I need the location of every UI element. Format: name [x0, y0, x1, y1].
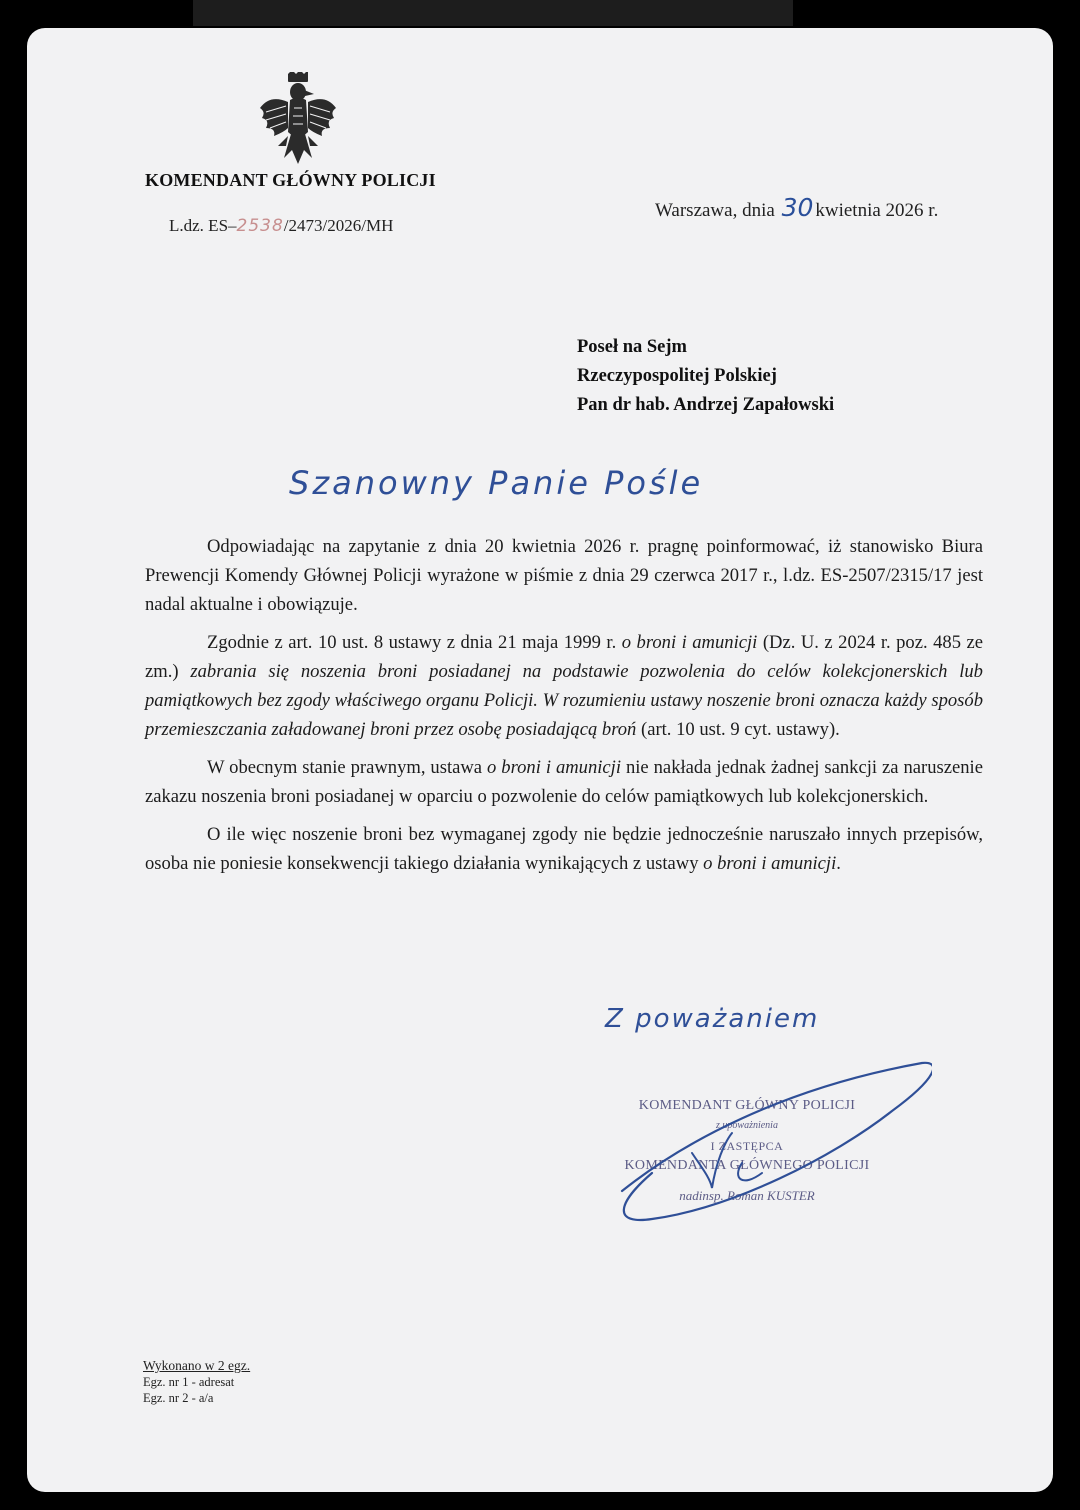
- copies-line: Egz. nr 2 - a/a: [143, 1391, 214, 1405]
- body-paragraph: Odpowiadając na zapytanie z dnia 20 kwietnia 2026 r. pragnę poinformować, iż stanowisko Biura Prewencji Komendy Głównej Policji wyrażone w piśmie z dnia 29 czerwca 2017 r., l.dz. ES-2507/2315/17 jest nadal aktualne i obowiązuje.: [145, 536, 983, 615]
- reference-handwritten: 2538: [236, 216, 284, 236]
- closing-handwritten: Z poważaniem: [605, 1004, 820, 1034]
- stamp-line: z upoważnienia: [716, 1120, 778, 1131]
- copies-line: Egz. nr 1 - adresat: [143, 1375, 235, 1389]
- top-bar: [193, 0, 793, 26]
- recipient-line: Poseł na Sejm: [577, 337, 687, 357]
- body-italic-span: o broni i amunicji: [703, 853, 837, 874]
- date-prefix: Warszawa, dnia: [655, 200, 775, 221]
- body-paragraph: [145, 753, 983, 811]
- body-text-span: (Dz. U. z 2024 r. poz. 485 ze zm.): [145, 632, 983, 682]
- polish-eagle-emblem-icon: [258, 72, 338, 170]
- salutation-handwritten: Szanowny Panie Pośle: [289, 464, 704, 502]
- signature-icon: [592, 993, 932, 1228]
- stamp-line: nadinsp. Roman KUSTER: [679, 1188, 815, 1203]
- reference-prefix: L.dz. ES–: [169, 216, 237, 235]
- body-italic-span: o broni i amunicji: [621, 632, 758, 653]
- body-text-span: nie nakłada jednak żadnej sankcji za naruszenie zakazu noszenia broni posiadanej w oparciu o pozwolenie do celów pamiątkowych lub kolekcjonerskich.: [145, 757, 983, 807]
- date-suffix: kwietnia 2026 r.: [815, 200, 939, 221]
- copies-title: Wykonano w 2 egz.: [143, 1358, 251, 1373]
- issuer-heading: KOMENDANT GŁÓWNY POLICJI: [145, 170, 436, 190]
- stamp-line: I ZASTĘPCA: [710, 1139, 784, 1153]
- letter-page: [27, 28, 1053, 1492]
- body-text-span: O ile więc noszenie broni bez wymaganej zgody nie będzie jednocześnie naruszało innych przepisów, osoba nie poniesie konsekwencji takiego działania wynikających z ustawy: [145, 824, 983, 874]
- body-text-span: .: [836, 853, 841, 874]
- body-paragraph: [145, 628, 983, 744]
- body-text-span: W obecnym stanie prawnym, ustawa: [207, 757, 488, 778]
- recipient-line: Rzeczypospolitej Polskiej: [577, 366, 777, 386]
- stamp-line: KOMENDANTA GŁÓWNEGO POLICJI: [624, 1158, 870, 1173]
- reference-suffix: /2473/2026/MH: [283, 216, 394, 235]
- reference-number: [169, 216, 393, 236]
- body-text-span: (art. 10 ust. 9 cyt. ustawy).: [636, 719, 840, 740]
- copies-note: [143, 1358, 250, 1406]
- body-paragraph: [145, 820, 983, 878]
- letter-body: [145, 532, 983, 887]
- body-italic-span: o broni i amunicji: [487, 757, 622, 778]
- date-day-handwritten: 30: [781, 193, 814, 222]
- recipient-block: [577, 333, 834, 420]
- body-text-span: Zgodnie z art. 10 ust. 8 ustawy z dnia 21 maja 1999 r.: [207, 632, 622, 653]
- recipient-line: Pan dr hab. Andrzej Zapałowski: [577, 395, 835, 415]
- body-italic-span: zabrania się noszenia broni posiadanej na podstawie pozwolenia do celów kolekcjonerskich lub pamiątkowych bez zgody właściwego organu Policji. W rozumieniu ustawy noszenie broni oznacza każdy sposób przemieszczania załadowanej broni przez osobę posiadającą broń: [145, 661, 983, 740]
- date-line: [655, 193, 938, 222]
- stamp-line: KOMENDANT GŁÓWNY POLICJI: [638, 1098, 856, 1113]
